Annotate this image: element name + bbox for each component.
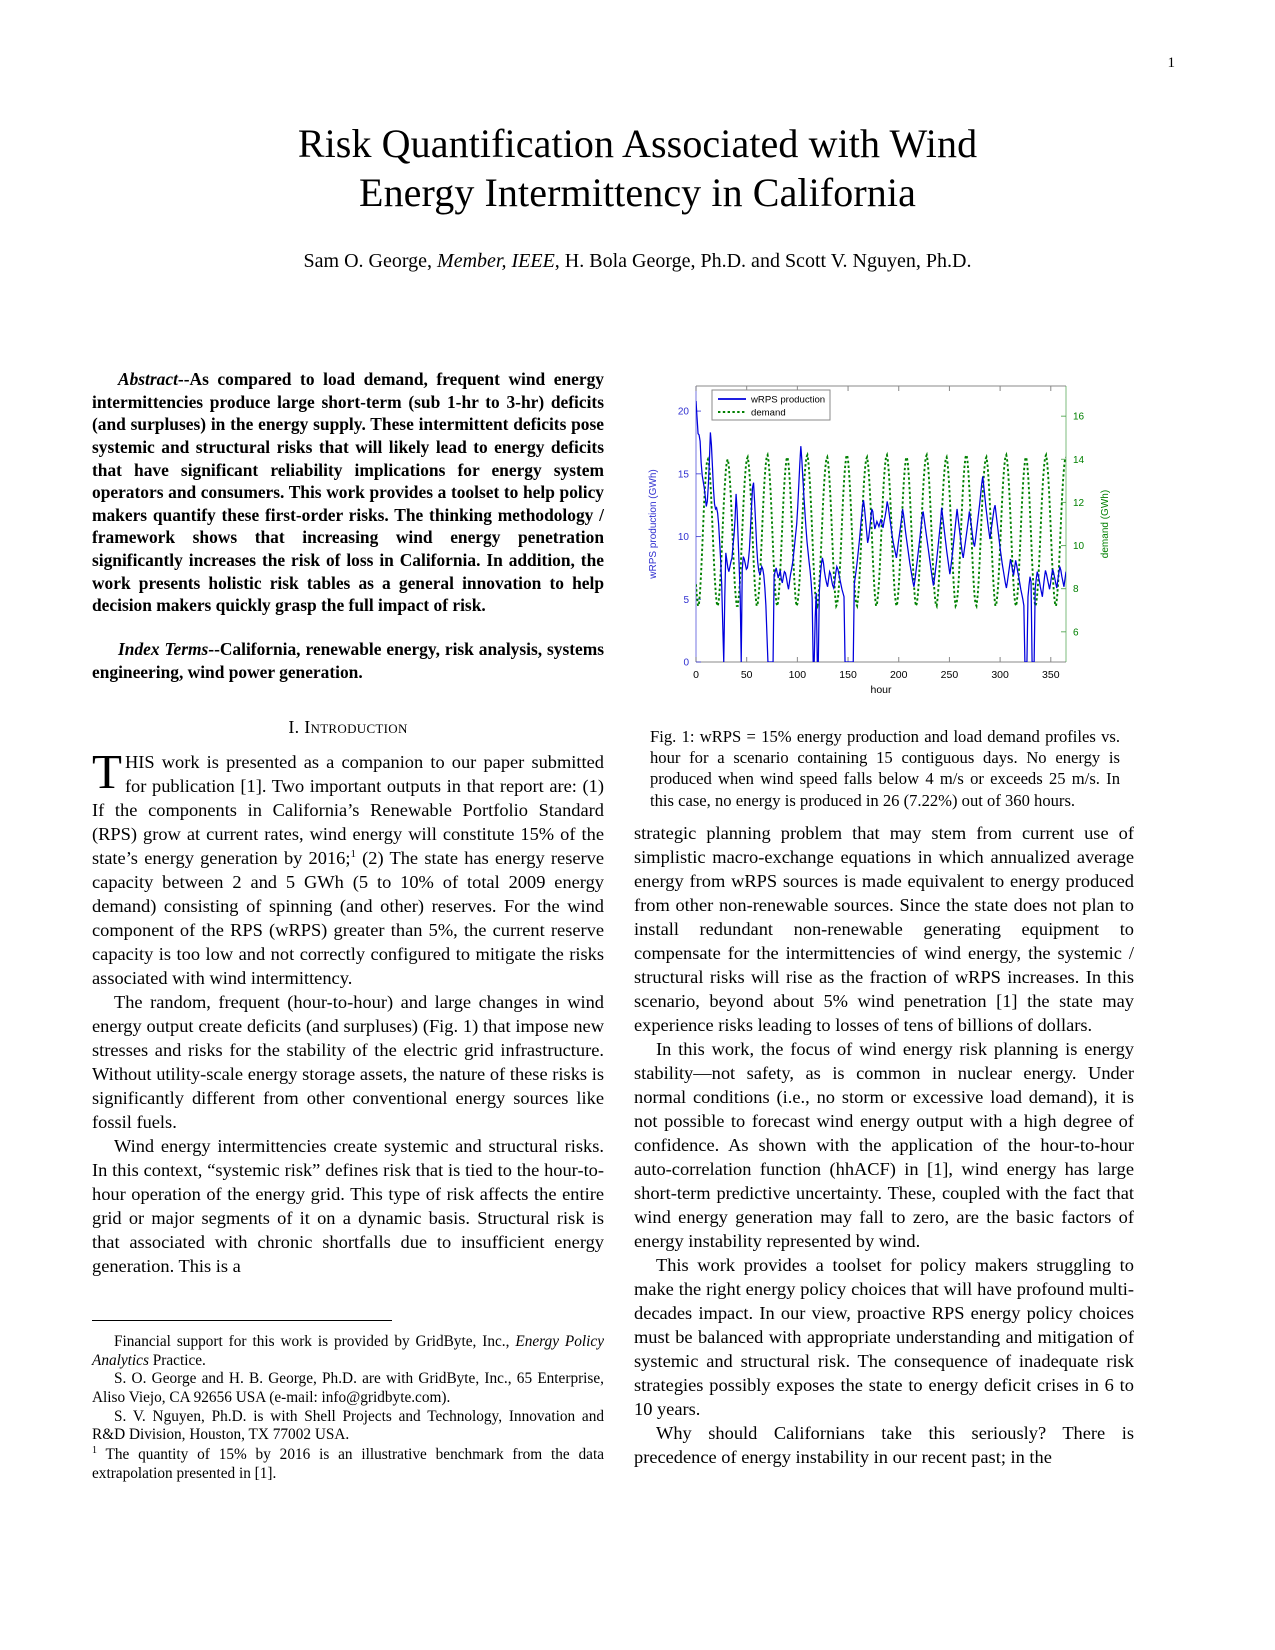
author-post: , H. Bola George, Ph.D. and Scott V. Nguyen, Ph.D.	[554, 249, 972, 272]
svg-text:demand: demand	[751, 407, 786, 419]
wrps-demand-chart	[634, 368, 1134, 718]
right-paragraph-1: strategic planning problem that may stem from current use of simplistic macro-exchange equations in which annualized average energy from wRPS sources is made equivalent to energy produced from other non-renewable sources. Since the state does not plan to install redundant non-renewable generating equipment to compensate for the intermittencies of wind energy, the systemic / structural risks will rise as the fraction of wRPS increases. In this scenario, beyond about 5% wind penetration [1] the state may experience risks leading to losses of tens of billions of dollars.	[634, 822, 1134, 1036]
footnote-separator-rule	[92, 1320, 392, 1321]
svg-text:hour: hour	[870, 684, 892, 696]
figure-1-caption: Fig. 1: wRPS = 15% energy production and load demand profiles vs. hour for a scenario containing 15 contiguous days. No energy is produced when wind speed falls below 4 m/s or exceeds 25 m/s. In this case, no energy is produced in 26 (7.22%) out of 360 hours.	[650, 727, 1120, 810]
author-pre: Sam O. George,	[303, 249, 438, 272]
svg-text:100: 100	[788, 669, 807, 681]
footnote-affiliation-nguyen: S. V. Nguyen, Ph.D. is with Shell Projects and Technology, Innovation and R&D Division, Houston, TX 77002 USA.	[92, 1407, 604, 1444]
index-terms-paragraph	[92, 638, 604, 683]
svg-text:10: 10	[677, 532, 689, 544]
intro-paragraph-1	[92, 744, 604, 990]
author-list	[92, 250, 1183, 273]
abstract-lead: Abstract	[118, 369, 178, 389]
figure-1	[634, 368, 1134, 811]
page-number: 1	[1167, 55, 1175, 71]
svg-text:250: 250	[940, 669, 959, 681]
svg-text:14: 14	[1073, 454, 1085, 466]
svg-text:demand (GWh): demand (GWh)	[1100, 489, 1111, 559]
index-terms-text: --California, renewable energy, risk analysis, systems engineering, wind power generation.	[92, 638, 604, 682]
footnote-funding-b: Practice.	[148, 1351, 206, 1369]
svg-text:150: 150	[839, 669, 857, 681]
footnote-numbered-1-text: The quantity of 15% by 2016 is an illustrative benchmark from the data extrapolation presented in [1].	[92, 1446, 604, 1482]
svg-text:wRPS production (GWh): wRPS production (GWh)	[648, 469, 659, 579]
abstract-text: --As compared to load demand, frequent wind energy intermittencies produce large short-term (sub 1-hr to 3-hr) deficits (and surpluses) in the energy supply. These intermittent deficits pose systemic and structural risks that will likely lead to energy deficits that have significant reliability implications for energy system operators and consumers. This work provides a toolset to help policy makers quantify these first-order risks. The thinking methodology / framework shows that increasing wind energy penetration significantly increases the risk of loss in California. In addition, the work presents holistic risk tables as a general innovation to help decision makers quickly grasp the full impact of risk.	[92, 369, 604, 616]
svg-text:8: 8	[1073, 584, 1079, 596]
right-paragraph-3: This work provides a toolset for policy makers struggling to make the right energy policy choices that will have profound multi-decades impact. In our view, proactive RPS energy policy choices must be balanced with appropriate understanding and mitigation of systemic and structural risk. The consequence of inadequate risk strategies possibly exposes the state to energy deficit crises in 6 to 10 years.	[634, 1255, 1134, 1420]
abstract-paragraph	[92, 368, 604, 617]
right-paragraph-4: Why should Californians take this seriously? There is precedence of energy instability in our recent past; in the	[634, 1423, 1134, 1468]
svg-text:15: 15	[677, 469, 689, 481]
svg-text:10: 10	[1073, 541, 1085, 553]
intro-p1-head: HIS work is presented as a companion to our paper submitted for publication [1]. Two important outputs in that report are: (1) If the components in California’s Renewable Portfolio Standard (RPS) grow at current rates, wind energy will constitute 15% of the state’s energy generation by 2016;	[92, 752, 604, 869]
footnote-area	[92, 1320, 604, 1483]
index-terms-lead: Index Terms	[118, 638, 209, 659]
svg-text:6: 6	[1073, 627, 1079, 639]
svg-text:5: 5	[683, 594, 689, 606]
intro-p1-tail: (2) The state has energy reserve capacity between 2 and 5 GWh (5 to 10% of total 2009 energy demand) consisting of spinning (and other) reserves. For the wind component of the RPS (wRPS) greater than 5%, the current reserve capacity is too low and not correctly configured to mitigate the risks associated with wind intermittency.	[92, 848, 604, 989]
svg-text:300: 300	[991, 669, 1009, 681]
title-line-1: Risk Quantification Associated with Wind	[297, 121, 978, 166]
two-column-body	[92, 368, 1183, 1469]
page-title	[202, 120, 1073, 218]
intro-paragraph-2: The random, frequent (hour-to-hour) and large changes in wind energy output create deficits (and surpluses) (Fig. 1) that impose new stresses and risks for the stability of the electric grid infrastructure. Without utility-scale energy storage assets, the nature of these risks is significantly different from other conventional energy sources like fossil fuels.	[92, 992, 604, 1133]
footnote-affiliation-george: S. O. George and H. B. George, Ph.D. are with GridByte, Inc., 65 Enterprise, Aliso Viejo, CA 92656 USA (e-mail: info@gridbyte.com).	[92, 1370, 604, 1406]
svg-text:16: 16	[1073, 411, 1085, 423]
footnote-marker-1: 1	[350, 848, 356, 861]
footnote-number-marker: 1	[92, 1444, 97, 1456]
drop-cap-letter: T	[92, 744, 122, 800]
svg-text:50: 50	[740, 669, 753, 681]
section-heading-introduction: I. Introduction	[288, 717, 408, 738]
svg-text:12: 12	[1073, 497, 1085, 509]
footnote-funding	[92, 1333, 604, 1370]
right-paragraph-2: In this work, the focus of wind energy risk planning is energy stability—not safety, as is common in nuclear energy. Under normal conditions (i.e., no storm or excessive load demand), it is not possible to forecast wind energy output with a high degree of confidence. As shown with the application of the hour-to-hour auto-correlation function (hhACF) in [1], wind energy has large short-term predictive uncertainty. These, coupled with the fact that wind energy generation may fall to zero, are the basic factors of energy instability represented by wind.	[634, 1039, 1134, 1252]
author-member-ieee: Member, IEEE	[437, 249, 555, 272]
right-column-text	[634, 821, 1134, 1469]
svg-text:200: 200	[889, 669, 908, 681]
svg-text:350: 350	[1042, 669, 1060, 681]
title-line-2: Energy Intermittency in California	[359, 169, 916, 215]
svg-text:0: 0	[683, 657, 689, 669]
svg-text:wRPS production: wRPS production	[751, 394, 826, 406]
figure-1-plot	[634, 368, 1134, 718]
left-column	[92, 368, 604, 1469]
svg-text:20: 20	[677, 406, 689, 418]
intro-paragraph-3: Wind energy intermittencies create systemic and structural risks. In this context, “systemic risk” defines risk that is tied to the hour-to-hour operation of the energy grid. This type of risk affects the entire grid or major segments of it on a dynamic basis. Structural risk is that associated with chronic shortfalls due to insufficient energy generation. This is a	[92, 1136, 604, 1277]
right-column	[634, 368, 1134, 1469]
footnote-funding-practice: Energy Policy Analytics	[92, 1333, 604, 1369]
footnote-funding-a: Financial support for this work is provided by GridByte, Inc.,	[114, 1333, 516, 1350]
svg-text:0: 0	[693, 669, 699, 681]
footnote-numbered-1	[92, 1445, 604, 1483]
